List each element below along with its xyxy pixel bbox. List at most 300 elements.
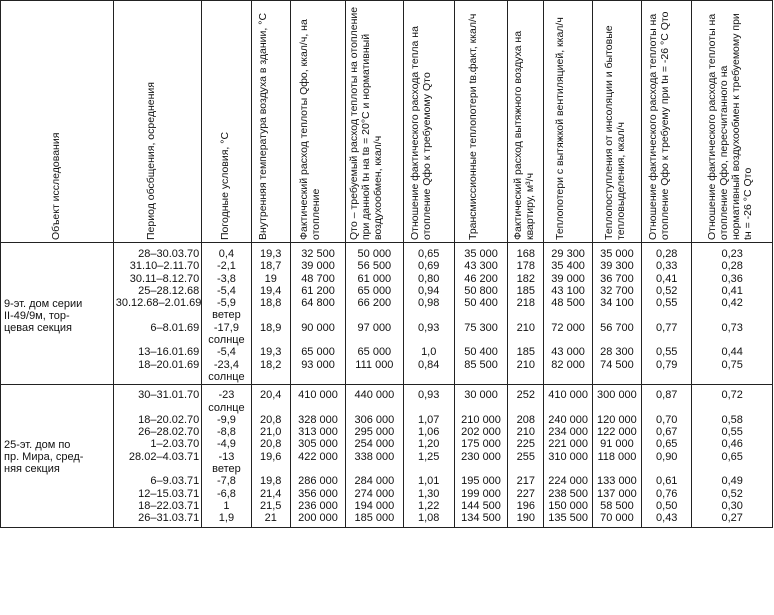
- header-ratio-26-normative: Отношение фактического расхода теплоты на отопление Qфo, пересчитанного на нормативный воздухообмен к требуемому при tн = -26 °С Qтo: [692, 1, 773, 243]
- cell-value: -9,9: [216, 413, 236, 426]
- cell-value: [406, 463, 452, 475]
- ratio-cell: [403, 385, 454, 527]
- cell-value: [546, 309, 589, 321]
- cell-value: 208: [516, 413, 536, 426]
- cell-value: 227: [516, 487, 536, 500]
- cell-value: 61 000: [357, 272, 392, 285]
- cell-value: 26–31.03.71: [138, 512, 200, 525]
- cell-value: 18,2: [260, 358, 282, 371]
- cell-value: [595, 463, 639, 475]
- cell-value: 56 700: [600, 321, 634, 334]
- cell-value: 225: [516, 438, 536, 451]
- cell-value: 306 000: [354, 413, 395, 426]
- cell-value: 0,44: [721, 346, 743, 359]
- cell-value: 90 000: [301, 321, 335, 334]
- cell-value: [644, 402, 689, 414]
- cell-value: 18–22.03.71: [138, 499, 200, 512]
- cell-value: 0,76: [656, 487, 678, 500]
- cell-value: 111 000: [355, 358, 394, 371]
- cell-value: 28.02–4.03.71: [128, 450, 200, 463]
- cell-value: 0,55: [656, 346, 678, 359]
- cell-value: 66 200: [357, 297, 392, 310]
- cell-value: 217: [516, 475, 536, 488]
- cell-value: 19,8: [260, 475, 282, 488]
- cell-value: 274 000: [354, 487, 395, 500]
- header-weather: Погодные условия, °С: [202, 1, 251, 243]
- cell-value: 0,75: [721, 358, 743, 371]
- cell-value: 202 000: [461, 426, 501, 439]
- cell-value: 0,87: [656, 389, 678, 402]
- cell-value: 238 500: [548, 487, 588, 500]
- cell-value: 34 100: [600, 297, 634, 310]
- cell-value: 20,8: [260, 438, 282, 451]
- cell-value: [595, 371, 639, 383]
- cell-value: -23,4: [213, 358, 239, 371]
- exhaust-air-cell: [508, 385, 544, 527]
- cell-value: [348, 402, 400, 414]
- cell-value: [510, 371, 541, 383]
- cell-value: -2,1: [216, 260, 236, 273]
- cell-value: 50 400: [464, 346, 498, 359]
- cell-value: [293, 463, 343, 475]
- table-row-building-9: [1, 243, 773, 385]
- cell-value: 75 300: [464, 321, 498, 334]
- cell-value: 221 000: [548, 438, 588, 451]
- cell-value: [595, 334, 639, 346]
- cell-value: 218: [516, 297, 536, 310]
- cell-value: 13–16.01.69: [138, 346, 200, 359]
- ratio-26-normative-cell: [692, 243, 773, 385]
- cell-value: [546, 402, 589, 414]
- cell-value: [116, 371, 200, 383]
- cell-value: [694, 309, 770, 321]
- cell-value: 65 000: [357, 346, 392, 359]
- inner-temp-cell: [251, 385, 290, 527]
- cell-value: 91 000: [600, 438, 634, 451]
- cell-value: [644, 463, 689, 475]
- cell-value: 1–2.03.70: [150, 438, 200, 451]
- cell-value: 0,33: [656, 260, 678, 273]
- cell-value: 43 300: [464, 260, 498, 273]
- cell-value: 254 000: [354, 438, 395, 451]
- cell-value: [116, 334, 200, 346]
- cell-value: 0,61: [656, 475, 678, 488]
- cell-value: 144 500: [461, 499, 501, 512]
- cell-value: [595, 309, 639, 321]
- cell-value: 0,80: [418, 272, 440, 285]
- table-row-building-25: [1, 385, 773, 527]
- cell-value: ветер: [212, 463, 241, 476]
- cell-value: 1,06: [418, 426, 440, 439]
- cell-value: [694, 371, 770, 383]
- actual-heat-cell: [290, 243, 345, 385]
- cell-value: 0,93: [418, 321, 440, 334]
- cell-value: 175 000: [461, 438, 501, 451]
- cell-value: 72 000: [551, 321, 585, 334]
- cell-value: [293, 334, 343, 346]
- cell-value: [694, 334, 770, 346]
- cell-value: [348, 309, 400, 321]
- cell-value: 20,4: [260, 389, 282, 402]
- cell-value: [546, 371, 589, 383]
- cell-value: 0,70: [656, 413, 678, 426]
- object-cell: 25-эт. дом по пр. Мира, сред- няя секция: [1, 385, 114, 527]
- cell-value: 21: [264, 512, 277, 525]
- cell-value: 32 700: [600, 284, 634, 297]
- cell-value: 18,8: [260, 297, 282, 310]
- cell-value: 70 000: [600, 512, 634, 525]
- header-transmission: Трансмиссионные теплопотери tв.факт, ккал/ч: [454, 1, 507, 243]
- cell-value: [254, 463, 288, 475]
- cell-value: 50 000: [357, 248, 392, 260]
- cell-value: [254, 371, 288, 383]
- cell-value: 224 000: [548, 475, 588, 488]
- cell-value: 50 400: [464, 297, 498, 310]
- cell-value: 12–15.03.71: [138, 487, 200, 500]
- cell-value: [254, 334, 288, 346]
- cell-value: 137 000: [597, 487, 637, 500]
- cell-value: -5,9: [216, 297, 236, 310]
- cell-value: 18,9: [260, 321, 282, 334]
- cell-value: 30.12.68–2.01.69: [115, 297, 202, 310]
- cell-value: 310 000: [548, 450, 588, 463]
- cell-value: 185 000: [354, 512, 395, 525]
- cell-value: 85 500: [464, 358, 498, 371]
- cell-value: [406, 402, 452, 414]
- cell-value: 35 000: [464, 248, 498, 260]
- cell-value: 410 000: [548, 389, 588, 402]
- header-required-heat: Qтo – требуемый расход теплоты на отопление при данной tн на tв = 20°С и нормативный воздухообмен, ккал/ч: [346, 1, 403, 243]
- cell-value: -17,9: [213, 321, 239, 334]
- cell-value: 1,25: [418, 450, 440, 463]
- cell-value: -23: [218, 389, 235, 402]
- cell-value: 74 500: [600, 358, 634, 371]
- cell-value: 0,41: [656, 272, 678, 285]
- ratio-26-normative-cell: [692, 385, 773, 527]
- cell-value: 135 500: [548, 512, 588, 525]
- cell-value: 0,67: [656, 426, 678, 439]
- cell-value: 65 000: [301, 346, 335, 359]
- cell-value: 0,69: [418, 260, 440, 273]
- header-row: [1, 1, 773, 243]
- cell-value: 1: [223, 499, 230, 512]
- cell-value: 150 000: [548, 499, 588, 512]
- cell-value: 338 000: [354, 450, 395, 463]
- cell-value: 185: [516, 284, 536, 297]
- cell-value: 120 000: [597, 413, 637, 426]
- cell-value: 0,65: [656, 438, 678, 451]
- cell-value: [457, 309, 505, 321]
- cell-value: 0,36: [721, 272, 743, 285]
- cell-value: 21,0: [260, 426, 282, 439]
- cell-value: 56 500: [357, 260, 392, 273]
- cell-value: 0,55: [721, 426, 743, 439]
- cell-value: 0,23: [721, 248, 743, 260]
- cell-value: 0,90: [656, 450, 678, 463]
- cell-value: 97 000: [357, 321, 392, 334]
- cell-value: 39 000: [301, 260, 335, 273]
- header-ratio-26: Отношение фактического расхода теплоты на отопление Qфo к требуему при tн = -26 °С Qтo: [642, 1, 692, 243]
- cell-value: [254, 402, 288, 414]
- cell-value: 182: [516, 272, 536, 285]
- cell-value: 36 700: [600, 272, 634, 285]
- cell-value: 48 500: [551, 297, 585, 310]
- header-exhaust-air: Фактический расход вытяжного воздуха на квартиру, м³/ч: [508, 1, 544, 243]
- cell-value: 210: [516, 358, 536, 371]
- cell-value: [116, 463, 200, 475]
- cell-value: 30–31.01.70: [138, 389, 200, 402]
- cell-value: 300 000: [597, 389, 637, 402]
- cell-value: 0,30: [721, 499, 743, 512]
- cell-value: 240 000: [548, 413, 588, 426]
- cell-value: 19,4: [260, 284, 282, 297]
- cell-value: 0,77: [656, 321, 678, 334]
- cell-value: 82 000: [551, 358, 585, 371]
- cell-value: солнце: [208, 401, 245, 414]
- cell-value: -6,8: [216, 487, 236, 500]
- cell-value: 43 100: [551, 284, 585, 297]
- period-cell: [113, 243, 202, 385]
- cell-value: 210 000: [461, 413, 501, 426]
- exhaust-air-cell: [508, 243, 544, 385]
- cell-value: 122 000: [597, 426, 637, 439]
- cell-value: [293, 309, 343, 321]
- cell-value: [116, 402, 200, 414]
- transmission-cell: [454, 243, 507, 385]
- vent-loss-cell: [544, 243, 592, 385]
- cell-value: 0,65: [721, 450, 743, 463]
- cell-value: 21,5: [260, 499, 282, 512]
- weather-cell: [202, 243, 251, 385]
- cell-value: 210: [516, 321, 536, 334]
- cell-value: 46 200: [464, 272, 498, 285]
- cell-value: 178: [516, 260, 536, 273]
- cell-value: [644, 334, 689, 346]
- cell-value: 255: [516, 450, 536, 463]
- cell-value: [694, 463, 770, 475]
- cell-value: 194 000: [354, 499, 395, 512]
- cell-value: [510, 463, 541, 475]
- cell-value: 35 000: [600, 248, 634, 260]
- required-heat-cell: [346, 385, 403, 527]
- cell-value: 313 000: [298, 426, 338, 439]
- cell-value: 6–9.03.71: [150, 475, 200, 488]
- cell-value: [406, 371, 452, 383]
- cell-value: [406, 309, 452, 321]
- cell-value: 19,3: [260, 346, 282, 359]
- cell-value: 236 000: [298, 499, 338, 512]
- cell-value: [457, 463, 505, 475]
- cell-value: 185: [516, 346, 536, 359]
- object-cell: 9-эт. дом серии II-49/9м, тор- цевая секция: [1, 243, 114, 385]
- cell-value: 284 000: [354, 475, 395, 488]
- header-ratio: Отношение фактического расхода тепла на отопление Qфo к требуемому Qтo: [403, 1, 454, 243]
- ratio-26-cell: [642, 243, 692, 385]
- cell-value: 19,6: [260, 450, 282, 463]
- cell-value: 1,22: [418, 499, 440, 512]
- cell-value: 0,28: [721, 260, 743, 273]
- cell-value: 199 000: [461, 487, 501, 500]
- cell-value: 1,9: [218, 512, 235, 525]
- cell-value: [644, 309, 689, 321]
- cell-value: 305 000: [298, 438, 338, 451]
- cell-value: 133 000: [597, 475, 637, 488]
- cell-value: 0,50: [656, 499, 678, 512]
- cell-value: [694, 402, 770, 414]
- cell-value: солнце: [208, 370, 245, 383]
- cell-value: 196: [516, 499, 536, 512]
- cell-value: 25–28.12.68: [138, 284, 200, 297]
- cell-value: [348, 463, 400, 475]
- cell-value: 18–20.01.69: [138, 358, 200, 371]
- cell-value: 39 300: [600, 260, 634, 273]
- cell-value: 295 000: [354, 426, 395, 439]
- cell-value: 356 000: [298, 487, 338, 500]
- cell-value: 0,4: [218, 248, 235, 260]
- cell-value: [510, 334, 541, 346]
- cell-value: 48 700: [301, 272, 335, 285]
- cell-value: -5,4: [216, 284, 236, 297]
- ratio-26-cell: [642, 385, 692, 527]
- cell-value: -4,9: [216, 438, 236, 451]
- ratio-cell: [403, 243, 454, 385]
- period-cell: [113, 385, 202, 527]
- cell-value: 0,55: [656, 297, 678, 310]
- cell-value: 28 300: [600, 346, 634, 359]
- cell-value: [457, 334, 505, 346]
- cell-value: [293, 402, 343, 414]
- cell-value: 0,46: [721, 438, 743, 451]
- header-object: Объект исследования: [1, 1, 114, 243]
- cell-value: [510, 309, 541, 321]
- cell-value: 1,07: [418, 413, 440, 426]
- cell-value: 0,52: [721, 487, 743, 500]
- cell-value: [510, 402, 541, 414]
- cell-value: 28–30.03.70: [138, 248, 200, 260]
- cell-value: 234 000: [548, 426, 588, 439]
- cell-value: [644, 371, 689, 383]
- cell-value: 0,58: [721, 413, 743, 426]
- cell-value: 32 500: [301, 248, 335, 260]
- cell-value: 0,93: [418, 389, 440, 402]
- cell-value: [348, 334, 400, 346]
- cell-value: 30 000: [464, 389, 498, 402]
- weather-cell: [202, 385, 251, 527]
- cell-value: 328 000: [298, 413, 338, 426]
- cell-value: 118 000: [597, 450, 637, 463]
- cell-value: [546, 463, 589, 475]
- cell-value: 440 000: [354, 389, 395, 402]
- required-heat-cell: [346, 243, 403, 385]
- insolation-cell: [592, 385, 641, 527]
- cell-value: 195 000: [461, 475, 501, 488]
- cell-value: 168: [516, 248, 536, 260]
- cell-value: 1,30: [418, 487, 440, 500]
- cell-value: 0,42: [721, 297, 743, 310]
- cell-value: 0,27: [721, 512, 743, 525]
- cell-value: 252: [516, 389, 536, 402]
- cell-value: -8,8: [216, 426, 236, 439]
- cell-value: 61 200: [301, 284, 335, 297]
- cell-value: 20,8: [260, 413, 282, 426]
- cell-value: 210: [516, 426, 536, 439]
- cell-value: 31.10–2.11.70: [129, 260, 200, 273]
- cell-value: 0,65: [418, 248, 440, 260]
- cell-value: 0,73: [721, 321, 743, 334]
- cell-value: 0,79: [656, 358, 678, 371]
- cell-value: 410 000: [298, 389, 338, 402]
- actual-heat-cell: [290, 385, 345, 527]
- cell-value: -13: [218, 450, 235, 463]
- cell-value: 35 400: [551, 260, 585, 273]
- cell-value: [595, 402, 639, 414]
- header-vent-loss: Теплопотери с вытяжкой вентиляцией, ккал/ч: [544, 1, 592, 243]
- cell-value: 29 300: [551, 248, 585, 260]
- cell-value: 26–28.02.70: [138, 426, 200, 439]
- cell-value: 93 000: [301, 358, 335, 371]
- cell-value: 0,98: [418, 297, 440, 310]
- cell-value: 50 800: [464, 284, 498, 297]
- cell-value: 0,41: [721, 284, 743, 297]
- cell-value: 422 000: [298, 450, 338, 463]
- cell-value: 1,0: [421, 346, 437, 359]
- cell-value: 0,72: [721, 389, 743, 402]
- cell-value: [116, 309, 200, 321]
- cell-value: 43 000: [551, 346, 585, 359]
- cell-value: 0,52: [656, 284, 678, 297]
- cell-value: [254, 309, 288, 321]
- cell-value: [457, 371, 505, 383]
- cell-value: 0,43: [656, 512, 678, 525]
- cell-value: 21,4: [260, 487, 282, 500]
- cell-value: 190: [516, 512, 536, 525]
- cell-value: -7,8: [216, 475, 236, 488]
- cell-value: 0,49: [721, 475, 743, 488]
- cell-value: 1,01: [418, 475, 440, 488]
- cell-value: 134 500: [461, 512, 501, 525]
- cell-value: солнце: [208, 334, 245, 347]
- cell-value: 0,28: [656, 248, 678, 260]
- cell-value: 19: [264, 272, 277, 285]
- header-insolation: Теплопоступления от инсоляции и бытовые тепловыделения, ккал/ч: [592, 1, 641, 243]
- cell-value: -5,4: [216, 346, 236, 359]
- cell-value: 64 800: [301, 297, 335, 310]
- cell-value: 286 000: [298, 475, 338, 488]
- cell-value: [293, 371, 343, 383]
- cell-value: 19,3: [260, 248, 282, 260]
- cell-value: 0,94: [418, 284, 440, 297]
- header-period: Период обсбщения, осреднения: [113, 1, 202, 243]
- cell-value: 58 500: [600, 499, 634, 512]
- cell-value: 200 000: [298, 512, 338, 525]
- inner-temp-cell: [251, 243, 290, 385]
- cell-value: [546, 334, 589, 346]
- cell-value: 39 000: [551, 272, 585, 285]
- cell-value: 18–20.02.70: [138, 413, 200, 426]
- cell-value: 0,84: [418, 358, 440, 371]
- cell-value: 65 000: [357, 284, 392, 297]
- insolation-cell: [592, 243, 641, 385]
- cell-value: ветер: [212, 309, 241, 322]
- cell-value: 1,08: [418, 512, 440, 525]
- header-actual-heat: Фактический расход теплоты Qфo, ккал/ч, на отопление: [290, 1, 345, 243]
- cell-value: 1,20: [418, 438, 440, 451]
- header-inner-temp: Внутренняя температура воздуха в здании, °С: [251, 1, 290, 243]
- cell-value: -3,8: [216, 272, 236, 285]
- transmission-cell: [454, 385, 507, 527]
- cell-value: 30.11–8.12.70: [129, 272, 200, 285]
- cell-value: [406, 334, 452, 346]
